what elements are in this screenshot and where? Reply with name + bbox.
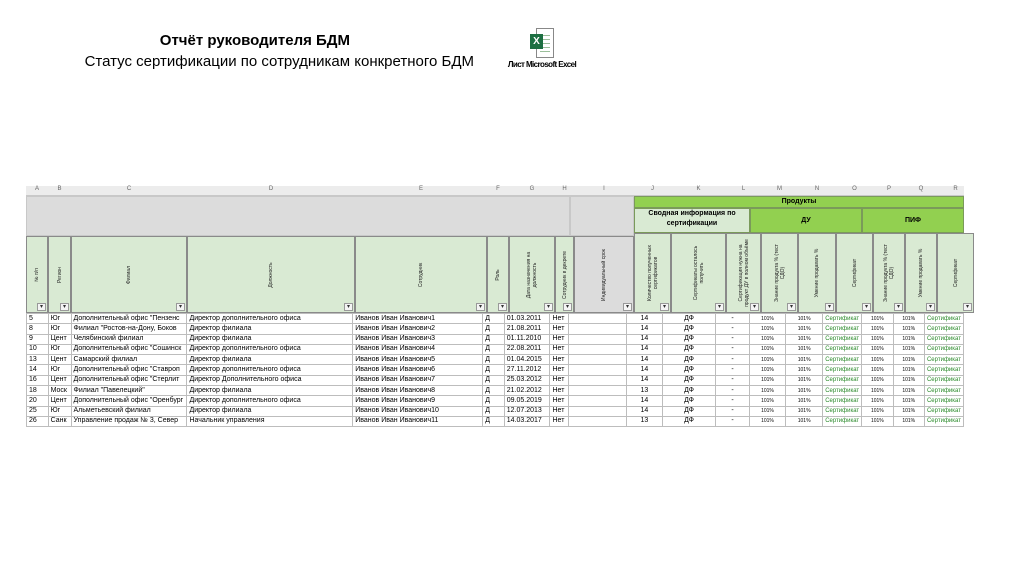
cell-scope[interactable]: - — [716, 396, 750, 406]
cell-left[interactable]: ДФ — [662, 324, 715, 334]
cell-left[interactable]: ДФ — [662, 314, 715, 324]
filter-dropdown-icon[interactable]: ▾ — [344, 303, 353, 311]
cell-left[interactable]: ДФ — [662, 416, 715, 426]
column-header-du-skill — [798, 233, 836, 313]
cell-pif-c[interactable]: Сертификат — [924, 406, 963, 416]
cell-scope[interactable]: - — [716, 416, 750, 426]
group-summary: Сводная информация по сертификации — [634, 208, 750, 233]
cell-employee[interactable]: Иванов Иван Иванович7 — [353, 375, 483, 385]
column-header-label: Филиал — [126, 265, 132, 284]
column-letter[interactable]: N — [814, 186, 820, 192]
cell-goal[interactable] — [569, 334, 627, 344]
cell-decree[interactable]: Нет — [550, 314, 569, 324]
column-header-label: Сертификат — [952, 258, 959, 288]
filter-dropdown-icon[interactable]: ▾ — [176, 303, 185, 311]
report-subtitle: Статус сертификации по сотрудникам конкретного БДМ — [84, 53, 474, 70]
spreadsheet — [26, 186, 969, 448]
cell-region[interactable]: Цент — [48, 396, 71, 406]
cell-du-c[interactable]: Сертификат — [823, 396, 862, 406]
cell-du-s[interactable]: 101% — [786, 375, 823, 385]
cell-region[interactable]: Цент — [48, 334, 71, 344]
cell-num[interactable]: 26 — [27, 416, 49, 426]
cell-scope[interactable]: - — [716, 386, 750, 396]
cell-num[interactable]: 18 — [27, 386, 49, 396]
cell-role[interactable]: Д — [483, 386, 504, 396]
column-header-label: Дата назначения на должность — [526, 251, 538, 298]
cell-employee[interactable]: Иванов Иван Иванович6 — [353, 365, 483, 375]
column-header-decree — [555, 236, 574, 313]
cell-scope[interactable]: - — [716, 344, 750, 354]
cell-pif-c[interactable]: Сертификат — [924, 416, 963, 426]
cell-pif-c[interactable]: Сертификат — [924, 314, 963, 324]
cell-pif-s[interactable]: 101% — [893, 386, 924, 396]
excel-icon[interactable]: X — [530, 28, 554, 58]
cell-goal[interactable] — [569, 355, 627, 365]
column-letter[interactable]: M — [777, 186, 782, 192]
column-header-label: Сертификация нужна на продукт ДУ в полном объёме — [737, 239, 750, 307]
cell-left[interactable]: ДФ — [662, 344, 715, 354]
column-header-label: Умение продавать % — [918, 248, 924, 298]
column-letter[interactable]: P — [886, 186, 891, 192]
table-row[interactable] — [27, 386, 964, 396]
cell-branch[interactable]: Дополнительный офис "Пензенс — [71, 314, 187, 324]
cell-du-s[interactable]: 101% — [786, 386, 823, 396]
cell-employee[interactable]: Иванов Иван Иванович10 — [353, 406, 483, 416]
column-header-label: Знание продукта % (тест СДО) — [773, 244, 786, 302]
cell-num[interactable]: 20 — [27, 396, 49, 406]
cell-decree[interactable]: Нет — [550, 365, 569, 375]
cell-scope[interactable]: - — [716, 324, 750, 334]
cell-count[interactable]: 14 — [626, 375, 662, 385]
column-header-pif-skill — [905, 233, 937, 313]
cell-employee[interactable]: Иванов Иван Иванович4 — [353, 344, 483, 354]
cell-region[interactable]: Цент — [48, 375, 71, 385]
cell-du-k[interactable]: 101% — [749, 344, 785, 354]
excel-attachment[interactable] — [506, 28, 578, 69]
cell-du-k[interactable]: 101% — [749, 416, 785, 426]
cell-region[interactable]: Юг — [48, 344, 71, 354]
cell-position[interactable]: Директор Дополнительного офиса — [187, 375, 353, 385]
report-title: Отчёт руководителя БДМ — [159, 32, 350, 49]
cell-du-c[interactable]: Сертификат — [823, 344, 862, 354]
cell-pif-s[interactable]: 101% — [893, 324, 924, 334]
cell-employee[interactable]: Иванов Иван Иванович11 — [353, 416, 483, 426]
cell-du-s[interactable]: 101% — [786, 355, 823, 365]
cell-pif-c[interactable]: Сертификат — [924, 344, 963, 354]
filter-dropdown-icon[interactable]: ▾ — [862, 303, 871, 311]
cell-position[interactable]: Директор филиала — [187, 324, 353, 334]
cell-pif-s[interactable]: 101% — [893, 396, 924, 406]
cell-pif-k[interactable]: 101% — [862, 375, 893, 385]
cell-count[interactable]: 14 — [626, 344, 662, 354]
cell-goal[interactable] — [569, 324, 627, 334]
cell-du-c[interactable]: Сертификат — [823, 365, 862, 375]
table-row[interactable] — [27, 406, 964, 416]
filter-dropdown-icon[interactable]: ▾ — [963, 303, 972, 311]
cell-num[interactable]: 25 — [27, 406, 49, 416]
cell-du-k[interactable]: 101% — [749, 314, 785, 324]
cell-left[interactable]: ДФ — [662, 365, 715, 375]
column-letter[interactable]: G — [529, 186, 535, 192]
cell-position[interactable]: Директор филиала — [187, 406, 353, 416]
column-header-du-knowledge — [761, 233, 798, 313]
column-header-label: Сертификаты осталось получить — [692, 245, 705, 301]
report-title-block — [0, 30, 500, 72]
cell-num[interactable]: 8 — [27, 324, 49, 334]
filter-dropdown-icon[interactable]: ▾ — [926, 303, 935, 311]
cell-region[interactable]: Юг — [48, 314, 71, 324]
cell-date[interactable]: 01.04.2015 — [504, 355, 550, 365]
column-header-position — [187, 236, 355, 313]
column-header-personal-goal — [574, 236, 634, 313]
table-row[interactable] — [27, 314, 964, 324]
cell-left[interactable]: ДФ — [662, 334, 715, 344]
filter-dropdown-icon[interactable]: ▾ — [715, 303, 724, 311]
cell-num[interactable]: 13 — [27, 355, 49, 365]
filter-dropdown-icon[interactable]: ▾ — [750, 303, 759, 311]
cell-date[interactable]: 21.08.2011 — [504, 324, 550, 334]
cell-scope[interactable]: - — [716, 365, 750, 375]
cell-pif-k[interactable]: 101% — [862, 396, 893, 406]
cell-du-k[interactable]: 101% — [749, 334, 785, 344]
group-pif: ПИФ — [862, 208, 964, 233]
cell-decree[interactable]: Нет — [550, 334, 569, 344]
cell-pif-k[interactable]: 101% — [862, 355, 893, 365]
cell-branch[interactable]: Филиал "Ростов-на-Дону, Боков — [71, 324, 187, 334]
excel-attachment-label: Лист Microsoft Excel — [507, 60, 577, 69]
cell-pif-s[interactable]: 101% — [893, 344, 924, 354]
cell-role[interactable]: Д — [483, 375, 504, 385]
column-header-employee — [355, 236, 487, 313]
table-row[interactable] — [27, 355, 964, 365]
column-letter[interactable]: R — [953, 186, 958, 192]
table-row[interactable] — [27, 344, 964, 354]
cell-goal[interactable] — [569, 314, 627, 324]
cell-goal[interactable] — [569, 416, 627, 426]
cell-employee[interactable]: Иванов Иван Иванович9 — [353, 396, 483, 406]
cell-pif-c[interactable]: Сертификат — [924, 365, 963, 375]
cell-pif-k[interactable]: 101% — [862, 324, 893, 334]
column-header-region — [48, 236, 71, 313]
column-letter[interactable]: D — [268, 186, 274, 192]
column-header-label: Индивидуальный срок — [601, 248, 607, 301]
cell-role[interactable]: Д — [483, 406, 504, 416]
cell-employee[interactable]: Иванов Иван Иванович3 — [353, 334, 483, 344]
cell-left[interactable]: ДФ — [662, 406, 715, 416]
cell-du-s[interactable]: 101% — [786, 365, 823, 375]
cell-employee[interactable]: Иванов Иван Иванович8 — [353, 386, 483, 396]
column-header-role — [487, 236, 509, 313]
cell-branch[interactable]: Дополнительный офис "Стерлит — [71, 375, 187, 385]
column-letter[interactable]: E — [418, 186, 423, 192]
cell-du-s[interactable]: 101% — [786, 344, 823, 354]
cell-goal[interactable] — [569, 344, 627, 354]
column-header-num — [26, 236, 48, 313]
cell-du-c[interactable]: Сертификат — [823, 386, 862, 396]
cell-decree[interactable]: Нет — [550, 396, 569, 406]
column-header-label: Умение продавать % — [814, 248, 820, 298]
column-header-label: Сертификат — [851, 258, 858, 288]
cell-branch[interactable]: Дополнительный офис "Ставроп — [71, 365, 187, 375]
cell-decree[interactable]: Нет — [550, 416, 569, 426]
column-letter[interactable]: B — [57, 186, 62, 192]
cell-count[interactable]: 13 — [626, 386, 662, 396]
column-header-label: Сотрудник — [418, 262, 424, 287]
cell-decree[interactable]: Нет — [550, 355, 569, 365]
cell-du-k[interactable]: 101% — [749, 355, 785, 365]
cell-left[interactable]: ДФ — [662, 396, 715, 406]
cell-du-s[interactable]: 101% — [786, 406, 823, 416]
column-letter[interactable]: A — [34, 186, 39, 192]
cell-du-k[interactable]: 101% — [749, 324, 785, 334]
header-blank-band-2 — [570, 196, 634, 236]
cell-scope[interactable]: - — [716, 355, 750, 365]
cell-pif-s[interactable]: 101% — [893, 334, 924, 344]
cell-scope[interactable]: - — [716, 406, 750, 416]
cell-goal[interactable] — [569, 386, 627, 396]
column-header-label: Должность — [268, 261, 274, 288]
column-letter[interactable]: F — [496, 186, 500, 192]
column-letter[interactable]: L — [741, 186, 746, 192]
cell-pif-s[interactable]: 101% — [893, 314, 924, 324]
filter-dropdown-icon[interactable]: ▾ — [544, 303, 553, 311]
cell-du-k[interactable]: 101% — [749, 406, 785, 416]
filter-dropdown-icon[interactable]: ▾ — [476, 303, 485, 311]
filter-dropdown-icon[interactable]: ▾ — [37, 303, 46, 311]
cell-decree[interactable]: Нет — [550, 344, 569, 354]
cell-role[interactable]: Д — [483, 314, 504, 324]
cell-scope[interactable]: - — [716, 375, 750, 385]
cell-pif-k[interactable]: 101% — [862, 334, 893, 344]
cell-branch[interactable]: Челябинский филиал — [71, 334, 187, 344]
cell-pif-k[interactable]: 101% — [862, 386, 893, 396]
cell-role[interactable]: Д — [483, 344, 504, 354]
cell-region[interactable]: Санк — [48, 416, 71, 426]
cell-du-c[interactable]: Сертификат — [823, 314, 862, 324]
cell-du-s[interactable]: 101% — [786, 334, 823, 344]
column-letter[interactable]: J — [651, 186, 654, 192]
cell-du-c[interactable]: Сертификат — [823, 375, 862, 385]
cell-du-k[interactable]: 101% — [749, 365, 785, 375]
cell-decree[interactable]: Нет — [550, 406, 569, 416]
column-header-du-cert — [836, 233, 873, 313]
cell-role[interactable]: Д — [483, 396, 504, 406]
cell-branch[interactable]: Филиал "Павелецкий" — [71, 386, 187, 396]
cell-count[interactable]: 14 — [626, 324, 662, 334]
cell-pif-c[interactable]: Сертификат — [924, 334, 963, 344]
cell-pif-c[interactable]: Сертификат — [924, 375, 963, 385]
cell-scope[interactable]: - — [716, 314, 750, 324]
cell-left[interactable]: ДФ — [662, 375, 715, 385]
cell-position[interactable]: Директор дополнительного офиса — [187, 344, 353, 354]
cell-du-s[interactable]: 101% — [786, 324, 823, 334]
cell-region[interactable]: Юг — [48, 324, 71, 334]
cell-num[interactable]: 5 — [27, 314, 49, 324]
column-header-count-cert — [634, 233, 671, 313]
table-row[interactable] — [27, 375, 964, 385]
cell-pif-s[interactable]: 101% — [893, 375, 924, 385]
cell-num[interactable]: 9 — [27, 334, 49, 344]
cell-role[interactable]: Д — [483, 324, 504, 334]
table-row[interactable] — [27, 334, 964, 344]
column-header-label: Сотрудник в декрете — [561, 250, 568, 299]
cell-date[interactable]: 25.03.2012 — [504, 375, 550, 385]
cell-goal[interactable] — [569, 396, 627, 406]
column-header-label: № п/п — [34, 267, 40, 282]
cell-pif-s[interactable]: 101% — [893, 416, 924, 426]
cell-pif-k[interactable]: 101% — [862, 406, 893, 416]
cell-left[interactable]: ДФ — [662, 355, 715, 365]
table-row[interactable] — [27, 324, 964, 334]
cell-num[interactable]: 16 — [27, 375, 49, 385]
cell-count[interactable]: 14 — [626, 406, 662, 416]
cell-goal[interactable] — [569, 375, 627, 385]
cell-date[interactable]: 01.03.2011 — [504, 314, 550, 324]
cell-employee[interactable]: Иванов Иван Иванович1 — [353, 314, 483, 324]
column-letter[interactable]: I — [603, 186, 605, 192]
cell-count[interactable]: 14 — [626, 314, 662, 324]
cell-pif-k[interactable]: 101% — [862, 416, 893, 426]
cell-pif-k[interactable]: 101% — [862, 314, 893, 324]
cell-count[interactable]: 14 — [626, 334, 662, 344]
cell-pif-k[interactable]: 101% — [862, 365, 893, 375]
column-header-branch — [71, 236, 187, 313]
cell-region[interactable]: Юг — [48, 406, 71, 416]
cell-goal[interactable] — [569, 365, 627, 375]
cell-position[interactable]: Директор дополнительного офиса — [187, 396, 353, 406]
cell-du-k[interactable]: 101% — [749, 375, 785, 385]
cell-branch[interactable]: Управление продаж № 3, Север — [71, 416, 187, 426]
filter-dropdown-icon[interactable]: ▾ — [825, 303, 834, 311]
cell-role[interactable]: Д — [483, 365, 504, 375]
column-header-cert-scope — [726, 233, 761, 313]
cell-du-k[interactable]: 101% — [749, 396, 785, 406]
cell-decree[interactable]: Нет — [550, 324, 569, 334]
cell-date[interactable]: 14.03.2017 — [504, 416, 550, 426]
header-blank-band — [26, 196, 570, 236]
cell-branch[interactable]: Дополнительный офис "Сошинск — [71, 344, 187, 354]
cell-du-c[interactable]: Сертификат — [823, 334, 862, 344]
cell-date[interactable]: 12.07.2013 — [504, 406, 550, 416]
filter-dropdown-icon[interactable]: ▾ — [660, 303, 669, 311]
cell-count[interactable]: 14 — [626, 396, 662, 406]
column-header-label: Количество полученных сертификатов — [646, 244, 659, 302]
cell-region[interactable]: Моск — [48, 386, 71, 396]
cell-branch[interactable]: Альметьевский филиал — [71, 406, 187, 416]
cell-position[interactable]: Начальник управления — [187, 416, 353, 426]
cell-position[interactable]: Директор филиала — [187, 386, 353, 396]
table-row[interactable] — [27, 396, 964, 406]
cell-du-c[interactable]: Сертификат — [823, 416, 862, 426]
column-header-pif-knowledge — [873, 233, 905, 313]
cell-scope[interactable]: - — [716, 334, 750, 344]
cell-pif-s[interactable]: 101% — [893, 406, 924, 416]
cell-num[interactable]: 14 — [27, 365, 49, 375]
cell-du-s[interactable]: 101% — [786, 396, 823, 406]
cell-date[interactable]: 27.11.2012 — [504, 365, 550, 375]
cell-decree[interactable]: Нет — [550, 386, 569, 396]
cell-region[interactable]: Цент — [48, 355, 71, 365]
group-products: Продукты — [634, 196, 964, 208]
cell-position[interactable]: Директор филиала — [187, 355, 353, 365]
cell-pif-c[interactable]: Сертификат — [924, 355, 963, 365]
cell-du-c[interactable]: Сертификат — [823, 324, 862, 334]
table-row[interactable] — [27, 365, 964, 375]
column-letters-bar — [26, 186, 964, 196]
table-row[interactable] — [27, 416, 964, 426]
cell-decree[interactable]: Нет — [550, 375, 569, 385]
column-letter[interactable]: H — [562, 186, 567, 192]
cell-date[interactable]: 01.11.2010 — [504, 334, 550, 344]
column-header-label: Роль — [495, 268, 501, 281]
cell-goal[interactable] — [569, 406, 627, 416]
cell-du-s[interactable]: 101% — [786, 314, 823, 324]
filter-dropdown-icon[interactable]: ▾ — [894, 303, 903, 311]
column-header-label: Регион — [56, 266, 63, 283]
cell-role[interactable]: Д — [483, 416, 504, 426]
cell-pif-k[interactable]: 101% — [862, 344, 893, 354]
group-du: ДУ — [750, 208, 862, 233]
cell-branch[interactable]: Дополнительный офис "Оренбург — [71, 396, 187, 406]
cell-position[interactable]: Директор дополнительного офиса — [187, 365, 353, 375]
cell-employee[interactable]: Иванов Иван Иванович2 — [353, 324, 483, 334]
filter-dropdown-icon[interactable]: ▾ — [60, 303, 69, 311]
column-header-cert-left — [671, 233, 726, 313]
column-letter[interactable]: K — [696, 186, 701, 192]
cell-position[interactable]: Директор филиала — [187, 334, 353, 344]
filter-dropdown-icon[interactable]: ▾ — [563, 303, 572, 311]
cell-du-k[interactable]: 101% — [749, 386, 785, 396]
cell-position[interactable]: Директор дополнительного офиса — [187, 314, 353, 324]
cell-region[interactable]: Юг — [48, 365, 71, 375]
cell-du-s[interactable]: 101% — [786, 416, 823, 426]
cell-branch[interactable]: Самарский филиал — [71, 355, 187, 365]
cell-date[interactable]: 22.08.2011 — [504, 344, 550, 354]
cell-date[interactable]: 21.02.2012 — [504, 386, 550, 396]
cell-pif-s[interactable]: 101% — [893, 355, 924, 365]
cell-count[interactable]: 13 — [626, 416, 662, 426]
cell-count[interactable]: 14 — [626, 365, 662, 375]
column-header-pif-cert — [937, 233, 974, 313]
cell-pif-s[interactable]: 101% — [893, 365, 924, 375]
column-header-date — [509, 236, 555, 313]
cell-role[interactable]: Д — [483, 334, 504, 344]
cell-count[interactable]: 14 — [626, 355, 662, 365]
cell-date[interactable]: 09.05.2019 — [504, 396, 550, 406]
cell-employee[interactable]: Иванов Иван Иванович5 — [353, 355, 483, 365]
cell-pif-c[interactable]: Сертификат — [924, 386, 963, 396]
column-letter[interactable]: Q — [918, 186, 924, 192]
cell-du-c[interactable]: Сертификат — [823, 406, 862, 416]
filter-dropdown-icon[interactable]: ▾ — [787, 303, 796, 311]
cell-left[interactable]: ДФ — [662, 386, 715, 396]
column-letter[interactable]: O — [852, 186, 857, 192]
cell-role[interactable]: Д — [483, 355, 504, 365]
column-letter[interactable]: C — [126, 186, 132, 192]
filter-dropdown-icon[interactable]: ▾ — [623, 303, 632, 311]
cell-du-c[interactable]: Сертификат — [823, 355, 862, 365]
cell-num[interactable]: 10 — [27, 344, 49, 354]
cell-pif-c[interactable]: Сертификат — [924, 324, 963, 334]
cell-pif-c[interactable]: Сертификат — [924, 396, 963, 406]
column-header-label: Знание продукта % (тест СДО) — [883, 244, 895, 302]
filter-dropdown-icon[interactable]: ▾ — [498, 303, 507, 311]
employee-table — [26, 313, 964, 427]
